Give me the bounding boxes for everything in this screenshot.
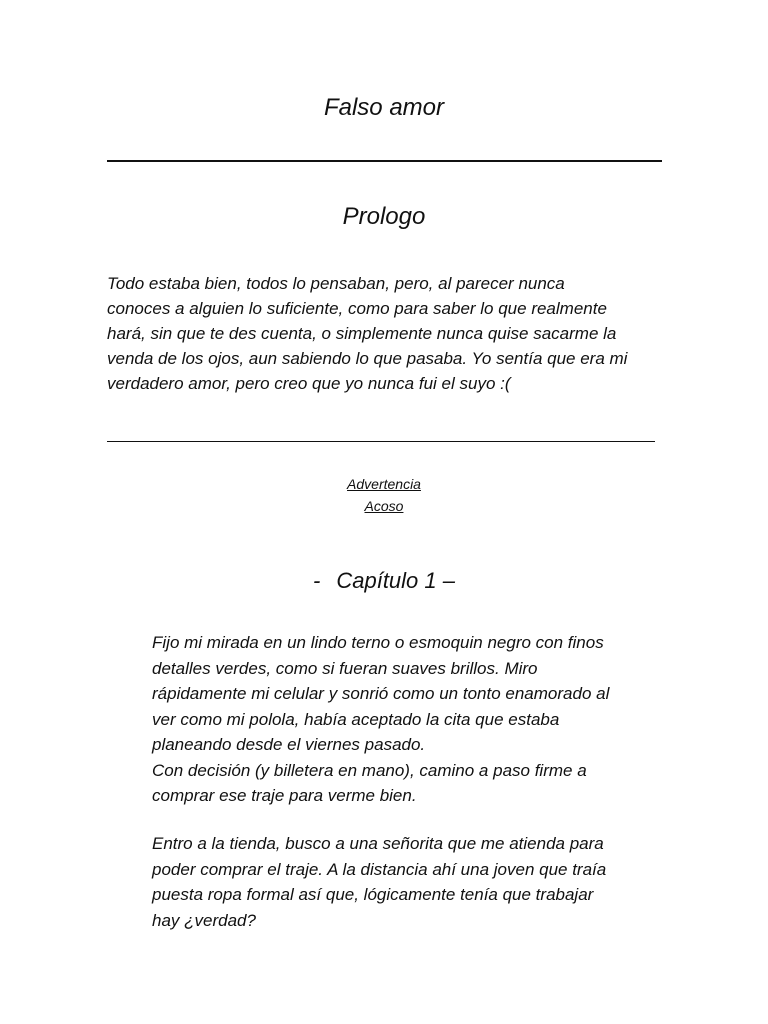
paragraph-line: Entro a la tienda, busco a una señorita que me atienda para	[152, 834, 604, 853]
paragraph-line: Con decisión (y billetera en mano), camino a paso firme a	[152, 760, 587, 780]
paragraph-line: comprar ese traje para verme bien.	[152, 786, 417, 805]
prologue-line: verdadero amor, pero creo que yo nunca fui el suyo :(	[107, 374, 511, 393]
paragraph-line: poder comprar el traje. A la distancia ahí una joven que traía	[152, 859, 607, 879]
prologue-heading: Prologo	[342, 203, 426, 230]
prologue-paragraph	[107, 271, 667, 396]
prologue-line: Todo estaba bien, todos lo pensaban, pero, al parecer nunca	[107, 274, 565, 293]
paragraph-line: planeando desde el viernes pasado.	[152, 735, 426, 754]
title-divider	[107, 160, 662, 162]
prologue-line: hará, sin que te des cuenta, o simplemente nunca quise sacarme la	[107, 324, 617, 343]
paragraph-line: detalles verdes, como si fueran suaves brillos. Miro	[152, 658, 538, 678]
paragraph-line: hay ¿verdad?	[152, 910, 256, 930]
chapter-paragraph-2	[152, 831, 652, 933]
chapter-paragraph-1	[152, 630, 652, 809]
warning-label: Advertencia	[347, 476, 421, 492]
prologue-divider	[107, 441, 655, 442]
chapter-dash: -	[313, 568, 321, 593]
chapter-heading-text: Capítulo 1 –	[336, 568, 455, 593]
document-title: Falso amor	[323, 94, 445, 121]
paragraph-line: ver como mi polola, había aceptado la cita que estaba	[152, 709, 560, 729]
chapter-heading	[0, 568, 768, 594]
prologue-line: venda de los ojos, aun sabiendo lo que pasaba. Yo sentía que era mi	[107, 349, 628, 368]
content-warning	[0, 473, 768, 517]
warning-topic: Acoso	[364, 498, 404, 514]
prologue-line: conoces a alguien lo suficiente, como para saber lo que realmente	[107, 299, 607, 318]
paragraph-line: rápidamente mi celular y sonrió como un tonto enamorado al	[152, 684, 610, 703]
paragraph-line: puesta ropa formal así que, lógicamente tenía que trabajar	[152, 885, 594, 904]
paragraph-line: Fijo mi mirada en un lindo terno o esmoquin negro con finos	[152, 633, 604, 652]
